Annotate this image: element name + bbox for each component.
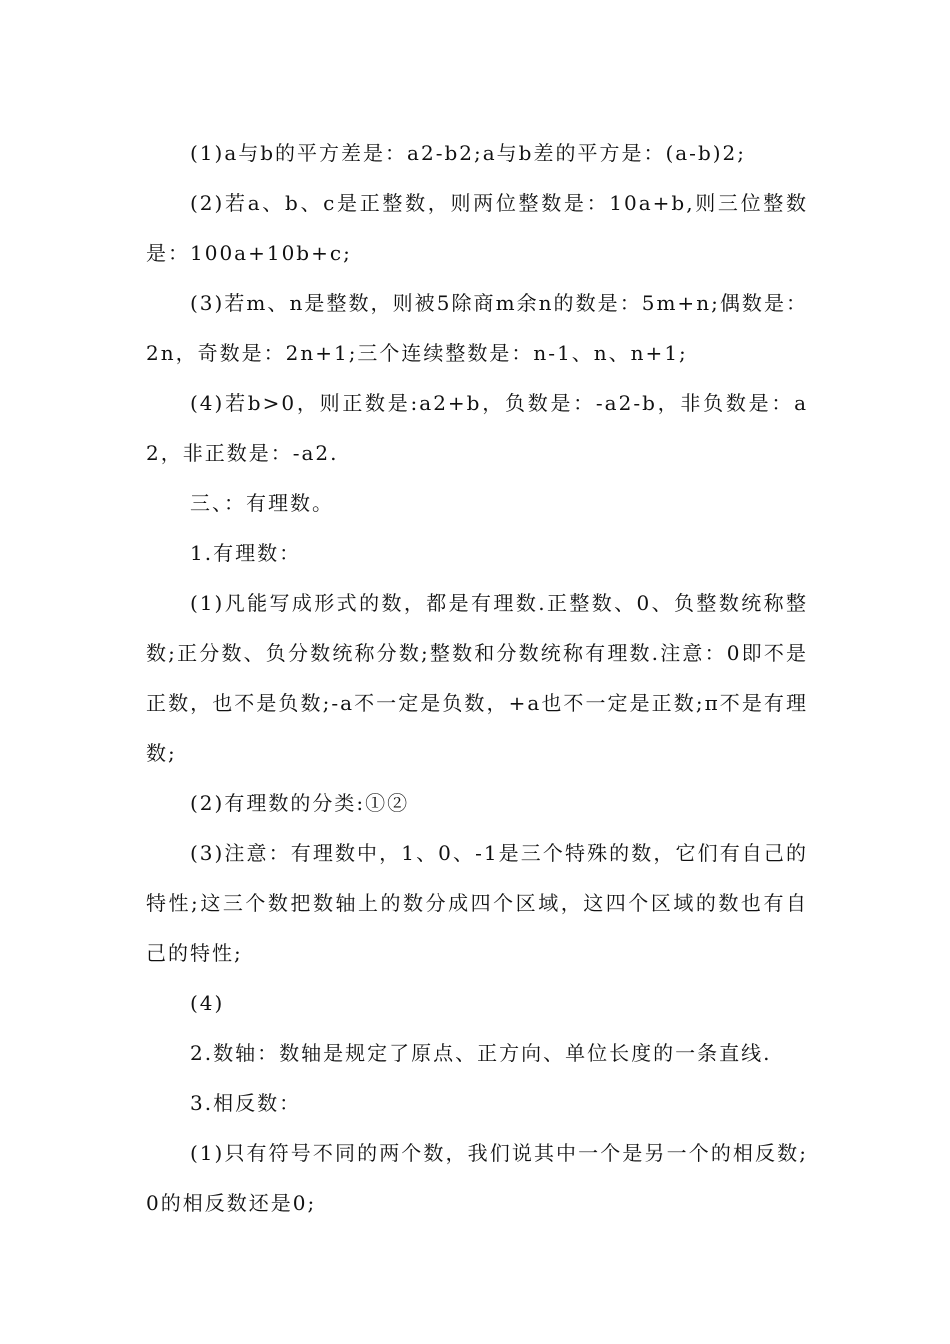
paragraph-4: (4)若b>0，则正数是:a2+b，负数是：-a2-b，非负数是：a2，非正数是：-a2.	[146, 391, 808, 465]
document-body	[146, 128, 808, 1228]
paragraph-2: (2)若a、b、c是正整数，则两位整数是：10a+b,则三位整数是：100a+10b+c;	[146, 191, 808, 265]
subsection-heading-2: 2.数轴：数轴是规定了原点、正方向、单位长度的一条直线.	[190, 1041, 772, 1065]
paragraph-5: (1)凡能写成形式的数，都是有理数.正整数、0、负整数统称整数;正分数、负分数统称分数;整数和分数统称有理数.注意：0即不是正数，也不是负数;-a不一定是负数，+a也不一定是正数;π不是有理数;	[146, 591, 808, 765]
subsection-heading-1: 1.有理数：	[190, 541, 302, 565]
paragraph-6: (2)有理数的分类:①②	[190, 791, 410, 815]
subsection-heading-3: 3.相反数：	[190, 1091, 302, 1115]
paragraph-3: (3)若m、n是整数，则被5除商m余n的数是：5m+n;偶数是：2n，奇数是：2n+1;三个连续整数是：n-1、n、n+1;	[146, 291, 808, 365]
paragraph-7: (3)注意：有理数中，1、0、-1是三个特殊的数，它们有自己的特性;这三个数把数轴上的数分成四个区域，这四个区域的数也有自己的特性;	[146, 841, 808, 965]
paragraph-1: (1)a与b的平方差是：a2-b2;a与b差的平方是：(a-b)2;	[190, 141, 747, 165]
paragraph-8: (4)	[190, 991, 225, 1015]
section-heading: 三、：有理数。	[190, 491, 334, 515]
paragraph-9: (1)只有符号不同的两个数，我们说其中一个是另一个的相反数;0的相反数还是0;	[146, 1141, 808, 1215]
